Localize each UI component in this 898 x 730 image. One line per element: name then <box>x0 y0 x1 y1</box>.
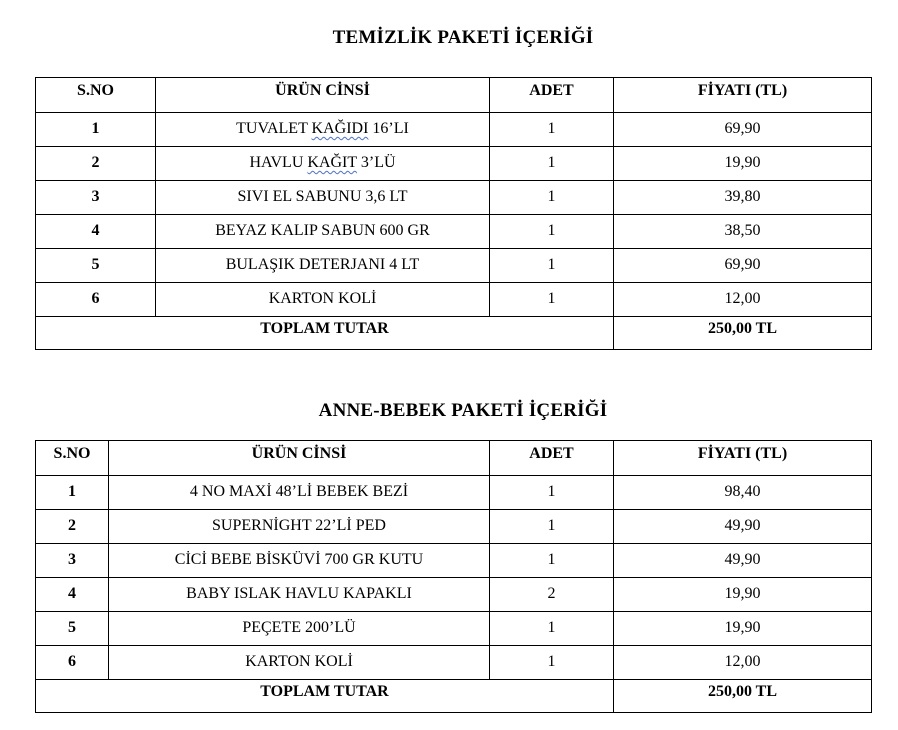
cell-price: 12,00 <box>614 646 872 680</box>
cell-product <box>156 215 490 249</box>
product-text: BEYAZ KALIP SABUN 600 GR <box>215 222 430 239</box>
product-text: HAVLU KAĞIT 3’LÜ <box>249 154 396 171</box>
cell-product <box>156 147 490 181</box>
total-row <box>36 317 872 350</box>
cell-product: BABY ISLAK HAVLU KAPAKLI <box>109 578 490 612</box>
cell-qty: 1 <box>490 147 614 181</box>
spellcheck-mark: KAĞIT <box>307 154 357 171</box>
cell-product <box>156 283 490 317</box>
table-row <box>36 147 872 181</box>
table-row <box>36 283 872 317</box>
cell-qty: 1 <box>490 283 614 317</box>
cell-sno: 1 <box>36 476 109 510</box>
cell-sno: 5 <box>36 249 156 283</box>
spellcheck-mark: KAĞIDI <box>311 120 369 137</box>
cell-product <box>156 113 490 147</box>
cell-sno: 6 <box>36 283 156 317</box>
cell-price: 38,50 <box>614 215 872 249</box>
cell-qty: 1 <box>490 215 614 249</box>
cell-sno: 1 <box>36 113 156 147</box>
cell-sno: 3 <box>36 544 109 578</box>
header-product: ÜRÜN CİNSİ <box>109 441 490 476</box>
cell-price: 39,80 <box>614 181 872 215</box>
cell-sno: 5 <box>36 612 109 646</box>
cell-sno: 2 <box>36 510 109 544</box>
cell-product <box>156 249 490 283</box>
cell-price: 69,90 <box>614 113 872 147</box>
cell-qty: 1 <box>490 476 614 510</box>
cell-product: KARTON KOLİ <box>109 646 490 680</box>
header-price: FİYATI (TL) <box>614 441 872 476</box>
cell-sno: 3 <box>36 181 156 215</box>
product-text: SIVI EL SABUNU 3,6 LT <box>237 188 408 205</box>
cell-price: 49,90 <box>614 510 872 544</box>
total-value: 250,00 TL <box>614 317 872 350</box>
table-row <box>36 113 872 147</box>
product-text: KARTON KOLİ <box>268 290 377 307</box>
cell-sno: 6 <box>36 646 109 680</box>
table-row <box>36 578 872 612</box>
cell-price: 98,40 <box>614 476 872 510</box>
cleaning-package-table <box>35 77 872 350</box>
cell-qty: 1 <box>490 612 614 646</box>
total-label: TOPLAM TUTAR <box>36 317 614 350</box>
cell-sno: 2 <box>36 147 156 181</box>
header-qty: ADET <box>490 441 614 476</box>
cell-qty: 1 <box>490 249 614 283</box>
total-label: TOPLAM TUTAR <box>36 680 614 713</box>
product-text: TUVALET KAĞIDI 16’LI <box>236 120 409 137</box>
total-value: 250,00 TL <box>614 680 872 713</box>
cell-price: 19,90 <box>614 147 872 181</box>
cell-price: 49,90 <box>614 544 872 578</box>
mother-baby-package-title: ANNE-BEBEK PAKETİ İÇERİĞİ <box>318 400 608 421</box>
cell-price: 69,90 <box>614 249 872 283</box>
cleaning-package-title: TEMİZLİK PAKETİ İÇERİĞİ <box>332 27 594 48</box>
mother-baby-package-table <box>35 440 872 713</box>
cell-price: 19,90 <box>614 612 872 646</box>
table-row <box>36 544 872 578</box>
cell-price: 19,90 <box>614 578 872 612</box>
table-row <box>36 181 872 215</box>
table-header-row <box>36 78 872 113</box>
header-qty: ADET <box>490 78 614 113</box>
table-row <box>36 510 872 544</box>
product-text: BULAŞIK DETERJANI 4 LT <box>225 256 420 273</box>
total-row <box>36 680 872 713</box>
table-row <box>36 646 872 680</box>
cell-price: 12,00 <box>614 283 872 317</box>
cell-qty: 1 <box>490 113 614 147</box>
cell-sno: 4 <box>36 578 109 612</box>
cell-qty: 1 <box>490 510 614 544</box>
table-row <box>36 215 872 249</box>
cell-product: CİCİ BEBE BİSKÜVİ 700 GR KUTU <box>109 544 490 578</box>
cell-product: PEÇETE 200’LÜ <box>109 612 490 646</box>
header-price: FİYATI (TL) <box>614 78 872 113</box>
cell-qty: 2 <box>490 578 614 612</box>
cell-qty: 1 <box>490 544 614 578</box>
header-product: ÜRÜN CİNSİ <box>156 78 490 113</box>
cell-product: 4 NO MAXİ 48’Lİ BEBEK BEZİ <box>109 476 490 510</box>
cell-product: SUPERNİGHT 22’Lİ PED <box>109 510 490 544</box>
header-sno: S.NO <box>36 78 156 113</box>
cell-sno: 4 <box>36 215 156 249</box>
table-row <box>36 612 872 646</box>
header-sno: S.NO <box>36 441 109 476</box>
cell-qty: 1 <box>490 646 614 680</box>
cell-product <box>156 181 490 215</box>
cell-qty: 1 <box>490 181 614 215</box>
table-header-row <box>36 441 872 476</box>
table-row <box>36 476 872 510</box>
table-row <box>36 249 872 283</box>
